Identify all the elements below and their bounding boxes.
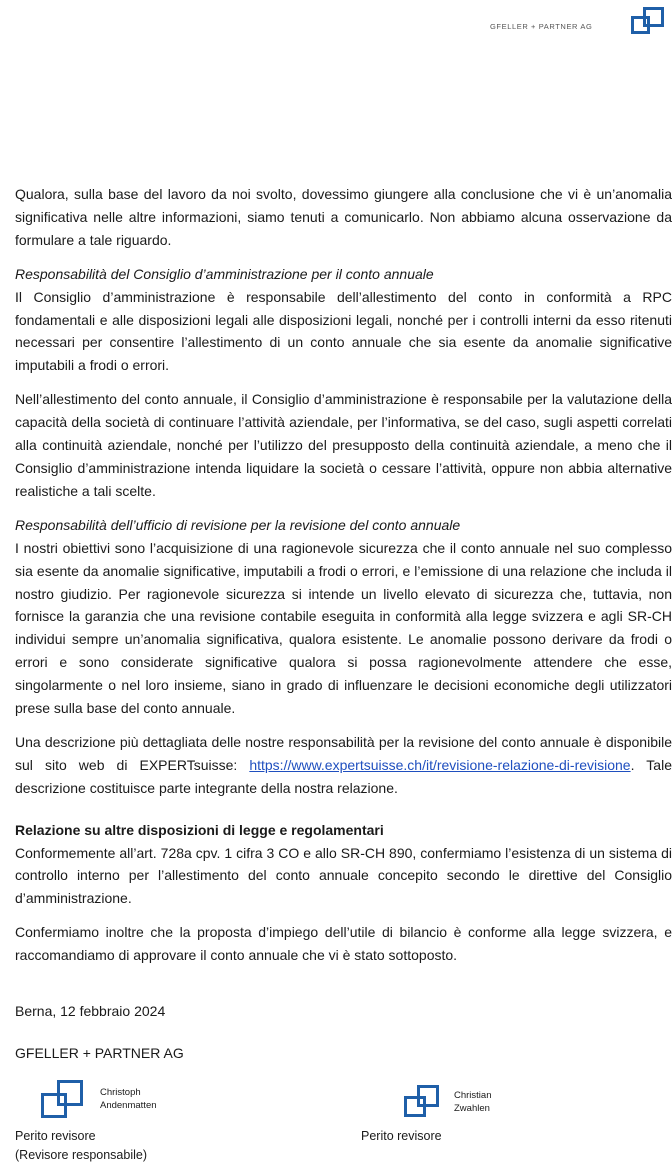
expertsuisse-text-after: . Tale descrizione costituisce parte integrante della nostra relazione. [15, 756, 672, 796]
paragraph-expertsuisse-reference [15, 731, 672, 800]
paragraph-audit-objectives: I nostri obiettivi sono l’acquisizione di una ragionevole sicurezza che il conto annuale nel suo complesso sia esente da anomalie significative, imputabili a frodi o errori, e l’emissione di una relazione che includa il nostro giudizio. Per ragionevole sicurezza si intende un livello elevato di sicurezza che, tuttavia, non fornisce la garanzia che una revisione contabile eseguita in conformità alla legge svizzera e agli SR-CH individui sempre un’anomalia significativa, qualora esistente. Le anomalie possono derivare da frodi o errori e sono considerate significative qualora si possa ragionevolmente attendere che esse, singolarmente o nel loro insieme, siano in grado di influenzare le decisioni economiche degli utilizzatori prese sulla base del conto annuale. [15, 539, 672, 717]
header-brand: GFELLER + PARTNER AG [490, 22, 593, 31]
paragraph-profit-appropriation: Confermiamo inoltre che la proposta d’impiego dell’utile di bilancio è conforme alla legge svizzera, e raccomandiamo di approvare il conto annuale che vi è stato sottoposto. [15, 924, 672, 964]
section-heading-board-responsibility: Responsabilità del Consiglio d’amministrazione per il conto annuale [15, 265, 434, 282]
paragraph-going-concern: Nell’allestimento del conto annuale, il Consiglio d’amministrazione è responsabile per la valutazione della capacità della società di continuare l’attività aziendale, per l’informativa, se del caso, sugli aspetti correlati alla continuità aziendale, nonché per l’utilizzo del presupposto della continuità aziendale, a meno che il Consiglio d’amministrazione intenda liquidare la società o cessare l’attività, oppure non abbia alternative realistiche a tali scelte. [15, 391, 672, 499]
section-heading-auditor-responsibility: Responsabilità dell’ufficio di revisione per la revisione del conto annuale [15, 516, 461, 533]
firm-name: GFELLER + PARTNER AG [15, 1045, 184, 1061]
signer-2-last-name: Zwahlen [454, 1103, 490, 1114]
place-and-date: Berna, 12 febbraio 2024 [15, 1003, 166, 1019]
signer-1-last-name: Andenmatten [100, 1100, 157, 1111]
gfeller-partner-logo-icon [631, 7, 664, 34]
signer-1-first-name: Christoph [100, 1087, 141, 1098]
signer-2-title: Perito revisore [361, 1129, 442, 1143]
signature-stamp-icon [404, 1085, 439, 1117]
signer-1-title: Perito revisore [15, 1129, 96, 1143]
signer-1-role [15, 1127, 147, 1165]
signer-2-role [361, 1127, 442, 1146]
signature-stamp-icon [41, 1080, 83, 1118]
paragraph-board-responsibility: Il Consiglio d’amministrazione è responsabile dell’allestimento del conto in conformità a RPC fondamentali e alle disposizioni legali alle disposizioni legali, nonché per i controlli interni da esso ritenuti necessari per consentire l’allestimento di un conto annuale che sia esente da anomalie significative imputabili a frodi o errori. [15, 288, 672, 374]
signer-2-first-name: Christian [454, 1090, 492, 1101]
expertsuisse-text-before: Una descrizione più dettagliata delle nostre responsabilità per la revisione del conto annuale è disponibile sul sito web di EXPERTsuisse: [15, 733, 672, 773]
section-heading-other-legal-requirements: Relazione su altre disposizioni di legge e regolamentari [15, 821, 384, 838]
report-body [15, 183, 672, 978]
expertsuisse-link[interactable]: https://www.expertsuisse.ch/it/revisione-relazione-di-revisione [249, 756, 631, 773]
signer-1-name [100, 1086, 157, 1112]
signer-2-name [454, 1089, 492, 1115]
paragraph-internal-control: Conformemente all’art. 728a cpv. 1 cifra 3 CO e allo SR-CH 890, confermiamo l’esistenza di un sistema di controllo interno per l’allestimento del conto annuale concepito secondo le direttive del Consiglio d’amministrazione. [15, 844, 672, 907]
paragraph-other-information: Qualora, sulla base del lavoro da noi svolto, dovessimo giungere alla conclusione che vi è un’anomalia significativa nelle altre informazioni, siamo tenuti a comunicarlo. Non abbiamo alcuna osservazione da formulare a tale riguardo. [15, 186, 672, 248]
signer-1-subtitle: (Revisore responsabile) [15, 1148, 148, 1162]
